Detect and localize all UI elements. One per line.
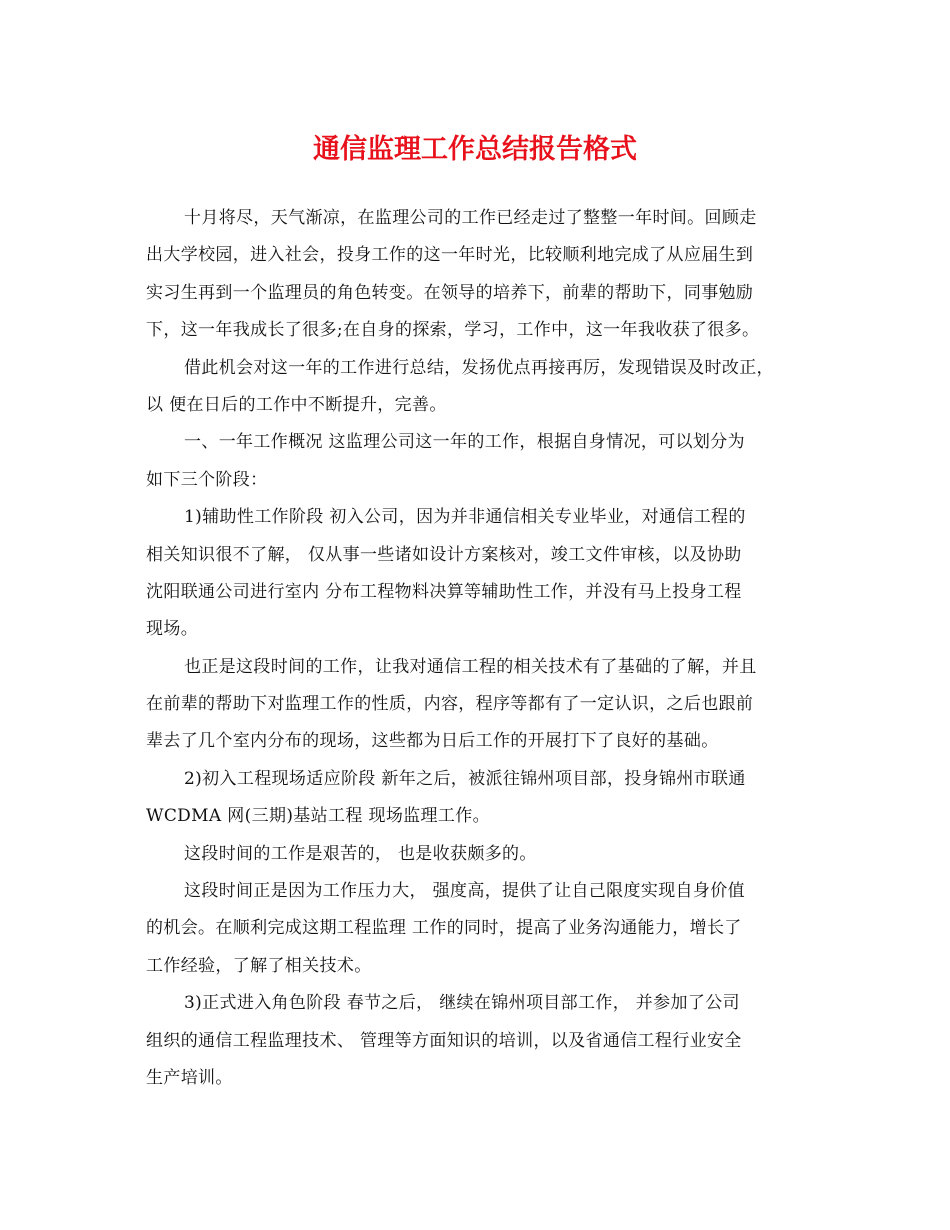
paragraph-line: 现场。 — [146, 619, 199, 640]
paragraph-7 — [146, 836, 808, 873]
paragraph-line: 在前辈的帮助下对监理工作的性质，内容，程序等都有了一定认识，之后也跟前 — [146, 694, 754, 715]
paragraph-line: 这段时间的工作是艰苦的， 也是收获颇多的。 — [184, 843, 537, 864]
paragraph-line: 也正是这段时间的工作，让我对通信工程的相关技术有了基础的了解，并且 — [184, 656, 757, 677]
paragraph-line: 一、一年工作概况 这监理公司这一年的工作，根据自身情况，可以划分为 — [184, 432, 745, 453]
paragraph-line: 工作经验，了解了相关技术。 — [146, 955, 372, 976]
paragraph-line: 出大学校园，进入社会，投身工作的这一年时光，比较顺利地完成了从应届生到 — [146, 245, 754, 266]
document-title: 通信监理工作总结报告格式 — [313, 134, 637, 165]
paragraph-line: 1)辅助性工作阶段 初入公司，因为并非通信相关专业毕业，对通信工程的 — [184, 507, 746, 528]
document-body — [146, 200, 808, 1097]
paragraph-line: 的机会。在顺利完成这期工程监理 工作的同时，提高了业务沟通能力，增长了 — [146, 918, 742, 939]
paragraph-line: 3)正式进入角色阶段 春节之后， 继续在锦州项目部工作， 并参加了公司 — [184, 993, 740, 1014]
paragraph-line: 沈阳联通公司进行室内 分布工程物料决算等辅助性工作，并没有马上投身工程 — [146, 581, 742, 602]
paragraph-line: 实习生再到一个监理员的角色转变。在领导的培养下，前辈的帮助下，同事勉励 — [146, 282, 754, 303]
paragraph-line: 生产培训。 — [146, 1067, 233, 1088]
paragraph-3 — [146, 424, 808, 499]
paragraph-8 — [146, 873, 808, 985]
paragraph-4 — [146, 499, 808, 649]
paragraph-1 — [146, 200, 808, 350]
paragraph-line: 借此机会对这一年的工作进行总结，发扬优点再接再厉，发现错误及时改正， — [184, 357, 774, 378]
paragraph-line: 2)初入工程现场适应阶段 新年之后，被派往锦州项目部，投身锦州市联通 — [184, 768, 746, 789]
paragraph-6 — [146, 761, 808, 836]
paragraph-line: 相关知识很不了解， 仅从事一些诸如设计方案核对，竣工文件审核，以及协助 — [146, 544, 742, 565]
paragraph-line: 组织的通信工程监理技术、 管理等方面知识的培训，以及省通信工程行业安全 — [146, 1030, 742, 1051]
paragraph-9 — [146, 985, 808, 1097]
paragraph-line: 下，这一年我成长了很多;在自身的探索，学习，工作中，这一年我收获了很多。 — [146, 320, 760, 341]
paragraph-line: 如下三个阶段： — [146, 469, 268, 490]
paragraph-line: 十月将尽，天气渐凉，在监理公司的工作已经走过了整整一年时间。回顾走 — [184, 208, 757, 228]
paragraph-line: 辈去了几个室内分布的现场，这些都为日后工作的开展打下了良好的基础。 — [146, 731, 719, 752]
paragraph-line: 以 便在日后的工作中不断提升，完善。 — [146, 394, 447, 415]
paragraph-line: WCDMA 网(三期)基站工程 现场监理工作。 — [146, 806, 490, 827]
paragraph-line: 这段时间正是因为工作压力大， 强度高，提供了让自己限度实现自身价值 — [184, 881, 745, 902]
paragraph-2 — [146, 350, 808, 425]
paragraph-5 — [146, 649, 808, 761]
